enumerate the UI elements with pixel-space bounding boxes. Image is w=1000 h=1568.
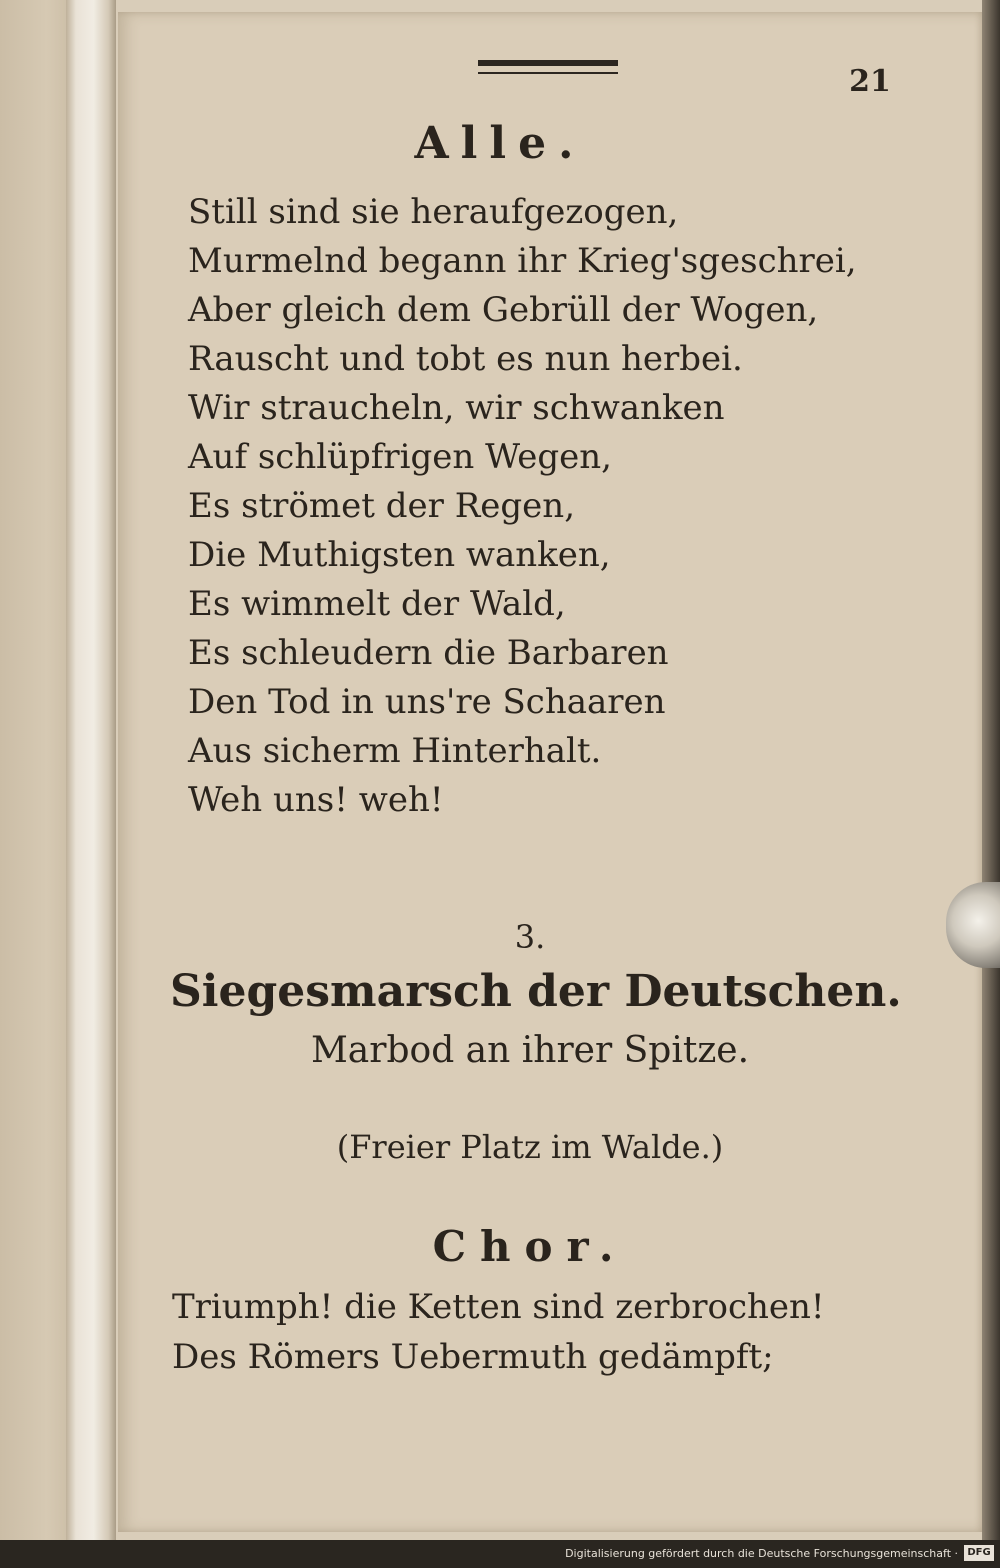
section-number: 3. (514, 918, 546, 956)
footer-credit: Digitalisierung gefördert durch die Deutsche Forschungsgemeinschaft · (565, 1547, 958, 1560)
verse-line: Es wimmelt der Wald, (188, 584, 566, 624)
verse-line: Weh uns! weh! (188, 780, 444, 820)
header-rule (478, 60, 618, 66)
chorus-heading: Chor. (432, 1222, 628, 1271)
page-edge-shadow (982, 0, 1000, 1540)
verse-line: Rauscht und tobt es nun herbei. (188, 339, 743, 379)
section-subtitle: Marbod an ihrer Spitze. (310, 1030, 750, 1071)
verse-line: Murmelnd begann ihr Krieg'sgeschrei, (188, 241, 857, 281)
verse-line: Die Muthigsten wanken, (188, 535, 611, 575)
verse-line: Aus sicherm Hinterhalt. (188, 731, 602, 771)
chorus-verse-block (172, 1282, 892, 1382)
speaker-heading: Alle. (414, 118, 586, 169)
dfg-logo: DFG (964, 1545, 994, 1561)
verse-line: Es strömet der Regen, (188, 486, 575, 526)
stage-direction: (Freier Platz im Walde.) (336, 1128, 724, 1166)
verse-block (188, 188, 888, 825)
header-rule-thin (478, 72, 618, 74)
verse-line: Triumph! die Ketten sind zerbrochen! (172, 1287, 825, 1327)
section-title: Siegesmarsch der Deutschen. (170, 966, 902, 1017)
verse-line: Wir straucheln, wir schwanken (188, 388, 725, 428)
verse-line: Des Römers Uebermuth gedämpft; (172, 1337, 774, 1377)
verse-line: Aber gleich dem Gebrüll der Wogen, (188, 290, 819, 330)
verse-line: Den Tod in uns're Schaaren (188, 682, 666, 722)
book-spine (66, 0, 116, 1540)
page-number: 21 (849, 64, 891, 99)
verse-line: Auf schlüpfrigen Wegen, (188, 437, 612, 477)
verse-line: Es schleudern die Barbaren (188, 633, 669, 673)
verse-line: Still sind sie heraufgezogen, (188, 192, 679, 232)
